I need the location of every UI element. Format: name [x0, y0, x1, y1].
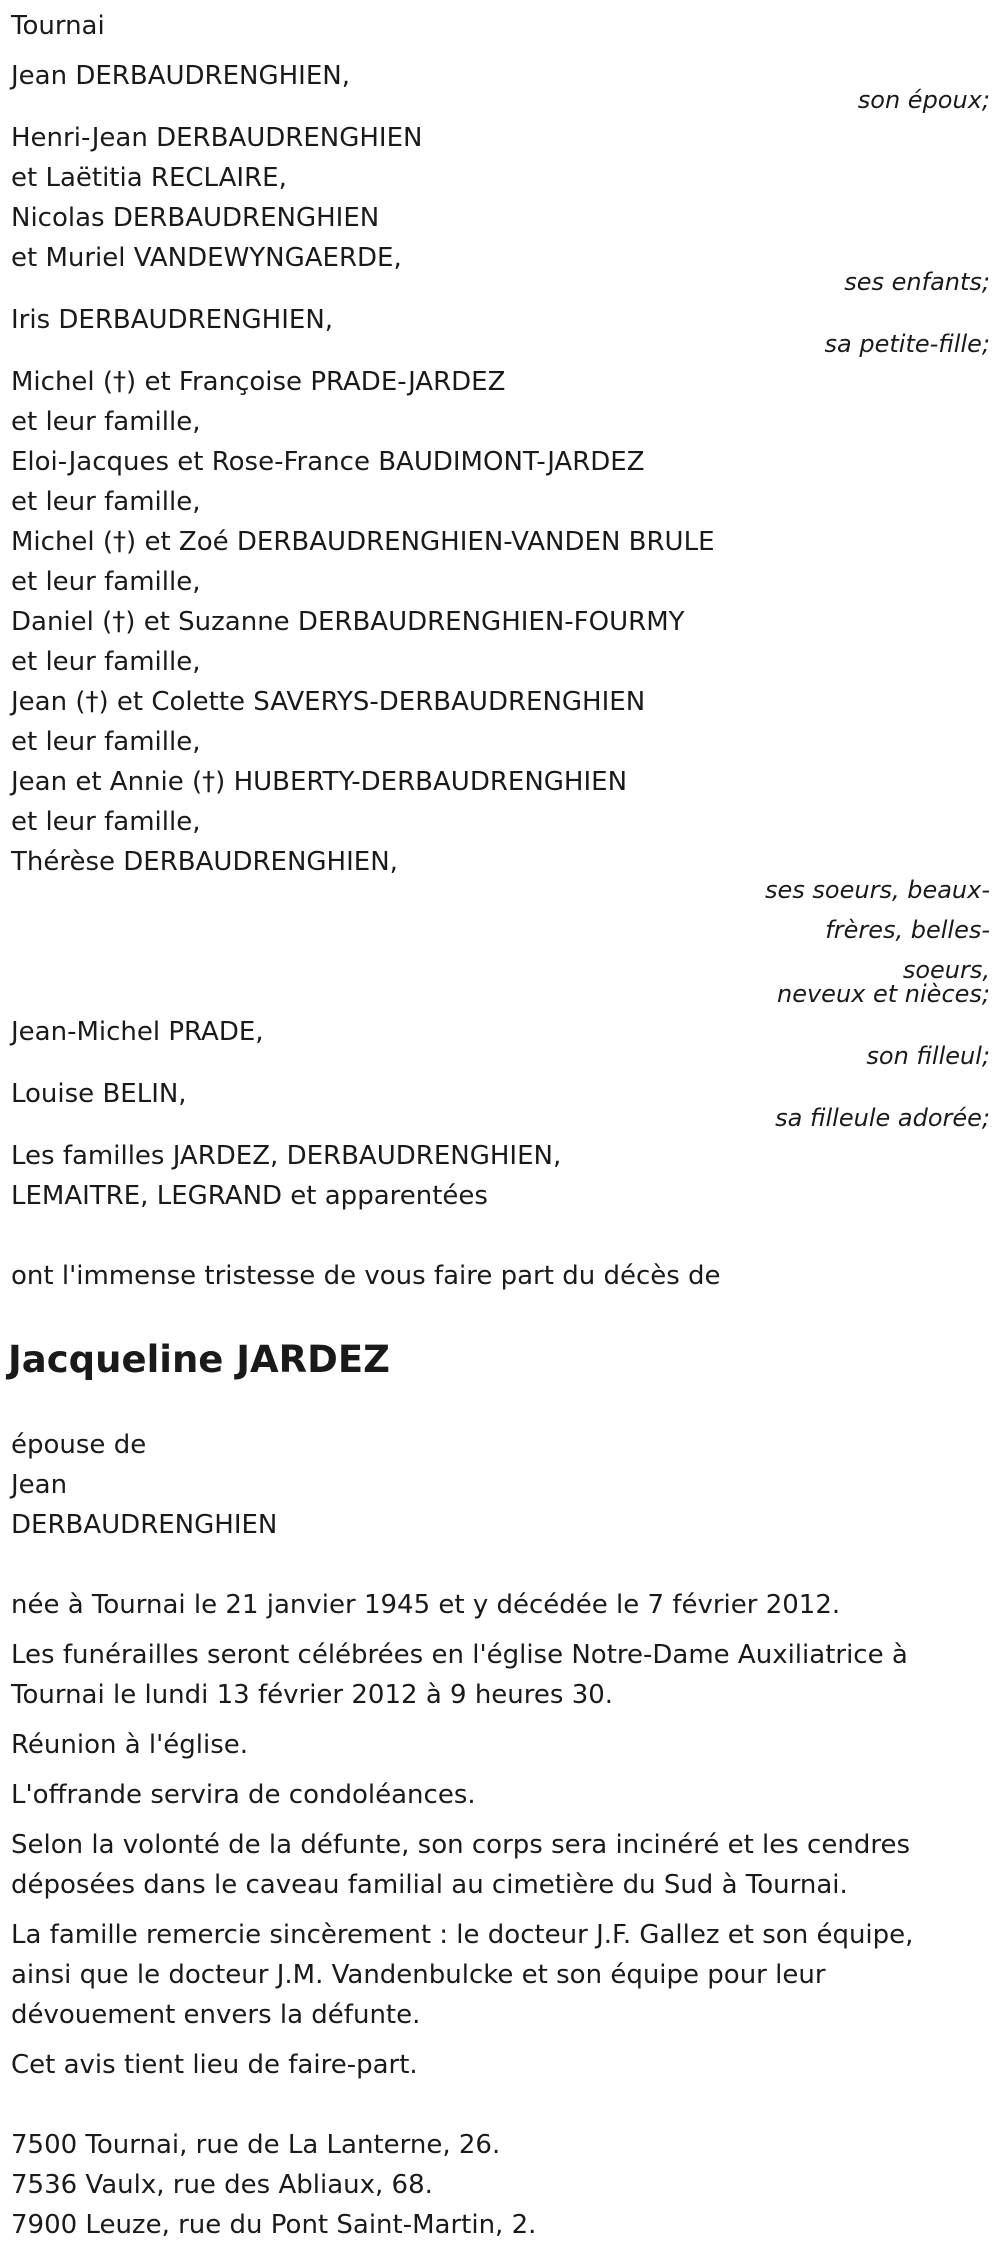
siblings-line: Jean et Annie (†) HUBERTY-DERBAUDRENGHIEN — [11, 767, 628, 797]
siblings-role-line: ses soeurs, beaux- — [765, 876, 990, 904]
siblings-line: et leur famille, — [11, 567, 201, 597]
deceased-spouse-line: DERBAUDRENGHIEN — [11, 1510, 278, 1540]
deceased-spouse-line: Jean — [11, 1470, 68, 1500]
address-line: 7900 Leuze, rue du Pont Saint-Martin, 2. — [11, 2210, 537, 2240]
thanks-text: La famille remercie sincèrement : le docteur J.F. Gallez et son équipe, — [11, 1920, 914, 1950]
children-role: ses enfants; — [844, 268, 990, 296]
thanks-text: ainsi que le docteur J.M. Vandenbulcke et son équipe pour leur — [11, 1960, 826, 1990]
siblings-line: Eloi-Jacques et Rose-France BAUDIMONT-JARDEZ — [11, 447, 645, 477]
announcement-text: ont l'immense tristesse de vous faire part du décès de — [11, 1261, 721, 1291]
birth-death-text: née à Tournai le 21 janvier 1945 et y décédée le 7 février 2012. — [11, 1590, 841, 1620]
cremation-text: déposées dans le caveau familial au cimetière du Sud à Tournai. — [11, 1870, 848, 1900]
children-line: Nicolas DERBAUDRENGHIEN — [11, 203, 380, 233]
siblings-line: et leur famille, — [11, 407, 201, 437]
offering-text: L'offrande servira de condoléances. — [11, 1780, 476, 1810]
cremation-text: Selon la volonté de la défunte, son corps sera incinéré et les cendres — [11, 1830, 910, 1860]
siblings-role-line: frères, belles- — [825, 916, 990, 944]
siblings-role-line: soeurs, — [902, 956, 990, 984]
deceased-name: Jacqueline JARDEZ — [8, 1338, 390, 1381]
siblings-line: Daniel (†) et Suzanne DERBAUDRENGHIEN-FOURMY — [11, 607, 685, 637]
families-line: Les familles JARDEZ, DERBAUDRENGHIEN, — [11, 1141, 562, 1171]
spouse-role: son époux; — [857, 86, 990, 114]
siblings-line: et leur famille, — [11, 487, 201, 517]
granddaughter-role: sa petite-fille; — [824, 330, 990, 358]
siblings-line: et leur famille, — [11, 807, 201, 837]
siblings-role-last: neveux et nièces; — [777, 980, 990, 1008]
funeral-text: Tournai le lundi 13 février 2012 à 9 heures 30. — [11, 1680, 614, 1710]
siblings-role — [750, 870, 990, 990]
granddaughter-name: Iris DERBAUDRENGHIEN, — [11, 305, 334, 335]
address-line: 7536 Vaulx, rue des Abliaux, 68. — [11, 2170, 433, 2200]
siblings-line: Thérèse DERBAUDRENGHIEN, — [11, 847, 398, 877]
thanks-text: dévouement envers la défunte. — [11, 2000, 421, 2030]
funeral-text: Les funérailles seront célébrées en l'église Notre-Dame Auxiliatrice à — [11, 1640, 908, 1670]
siblings-line: Michel (†) et Françoise PRADE-JARDEZ — [11, 367, 506, 397]
goddaughter-role: sa filleule adorée; — [775, 1104, 990, 1132]
deceased-spouse-line: épouse de — [11, 1430, 147, 1460]
children-line: Henri-Jean DERBAUDRENGHIEN — [11, 123, 423, 153]
godson-name: Jean-Michel PRADE, — [11, 1017, 264, 1047]
children-line: et Laëtitia RECLAIRE, — [11, 163, 287, 193]
siblings-line: Michel (†) et Zoé DERBAUDRENGHIEN-VANDEN BRULE — [11, 527, 715, 557]
address-line: 7500 Tournai, rue de La Lanterne, 26. — [11, 2130, 501, 2160]
children-line: et Muriel VANDEWYNGAERDE, — [11, 243, 402, 273]
meeting-text: Réunion à l'église. — [11, 1730, 249, 1760]
siblings-line: et leur famille, — [11, 727, 201, 757]
notice-text: Cet avis tient lieu de faire-part. — [11, 2050, 418, 2080]
families-line: LEMAITRE, LEGRAND et apparentées — [11, 1181, 488, 1211]
city-heading: Tournai — [11, 11, 105, 41]
goddaughter-name: Louise BELIN, — [11, 1079, 187, 1109]
spouse-name: Jean DERBAUDRENGHIEN, — [11, 61, 350, 91]
godson-role: son filleul; — [866, 1042, 990, 1070]
siblings-line: Jean (†) et Colette SAVERYS-DERBAUDRENGHIEN — [11, 687, 646, 717]
siblings-line: et leur famille, — [11, 647, 201, 677]
